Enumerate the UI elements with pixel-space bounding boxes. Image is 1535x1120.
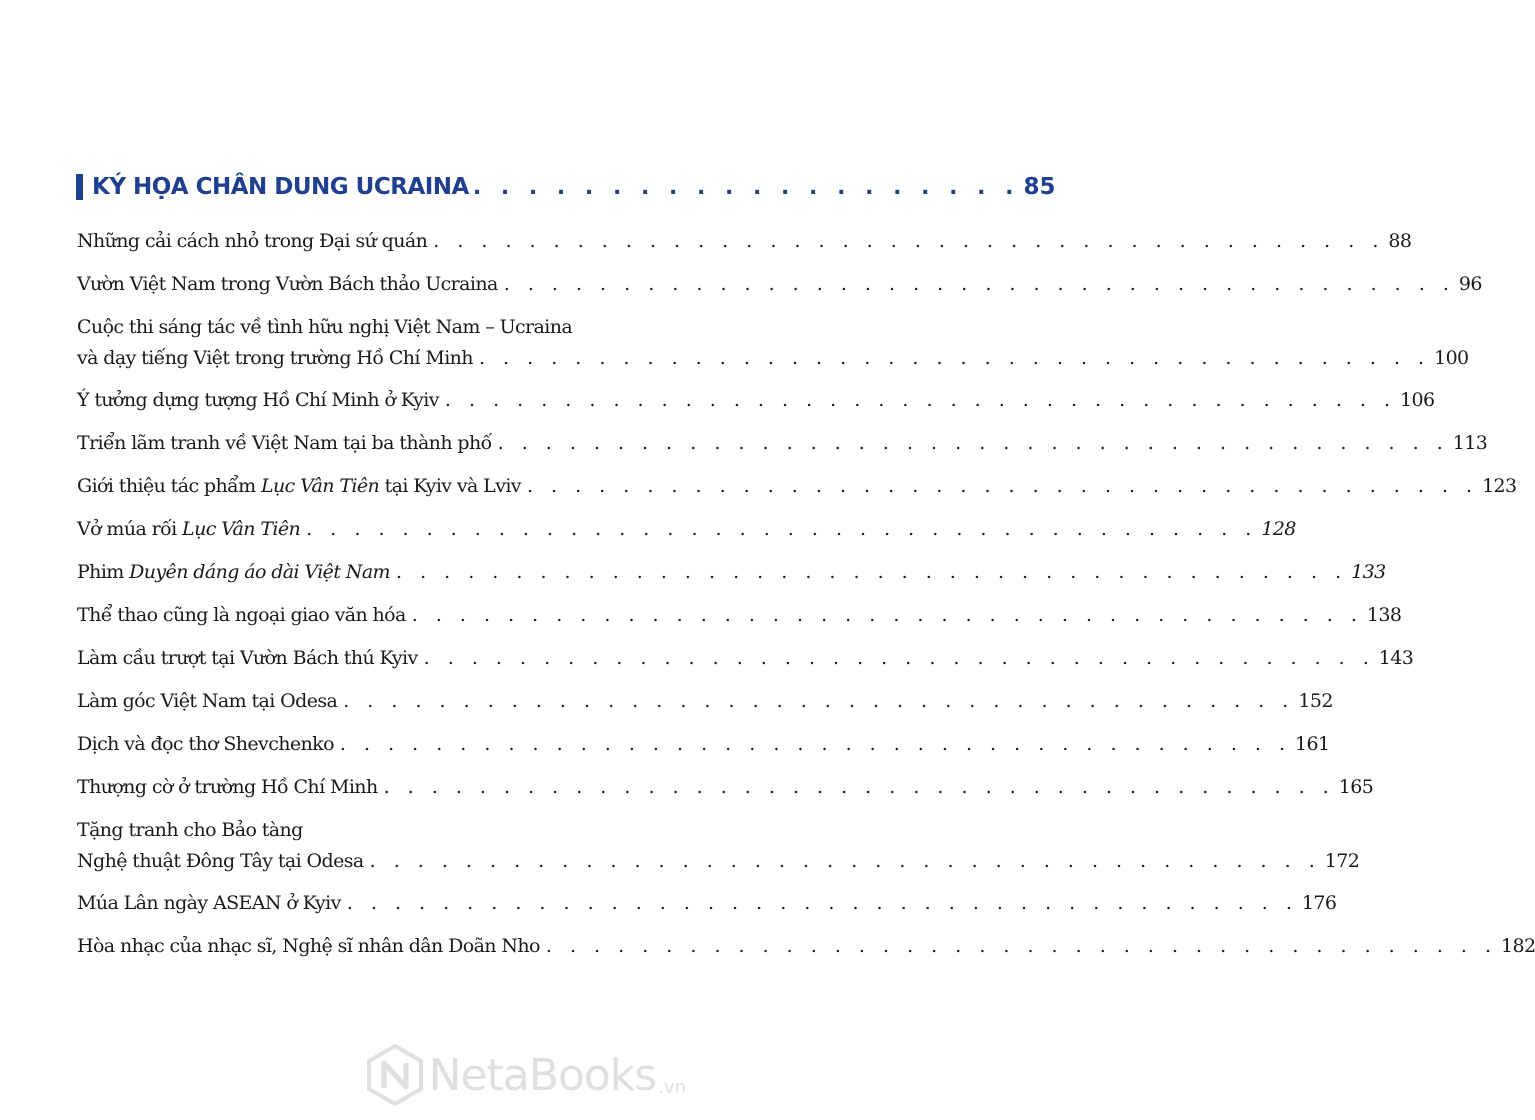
toc-entry-page: 100 — [1434, 347, 1469, 369]
toc-entry-title-line1: Tặng tranh cho Bảo tàng — [77, 819, 303, 841]
toc-entry[interactable] — [77, 728, 1330, 760]
toc-entry-page: 113 — [1452, 432, 1488, 454]
toc-entry-title-pre: Giới thiệu tác phẩm — [77, 475, 262, 497]
dot-leader: . . . . . . . . . . . . . . . . . . . . . . . . . . . . . . . . . . . . . . . . — [423, 647, 1375, 669]
toc-entry-title: Dịch và đọc thơ Shevchenko — [77, 733, 334, 755]
toc-entry-page: 123 — [1482, 475, 1517, 497]
toc-entry-title-italic: Lục Vân Tiên — [182, 518, 301, 540]
toc-entry[interactable] — [77, 556, 1386, 588]
toc-entry-page: 172 — [1324, 850, 1360, 872]
toc-entry-page: 182 — [1501, 935, 1535, 957]
toc-entry[interactable] — [77, 268, 1482, 300]
toc-entry[interactable] — [77, 771, 1374, 803]
toc-entry[interactable] — [77, 470, 1517, 502]
toc-entry[interactable] — [77, 384, 1435, 416]
toc-entry-title: và dạy tiếng Việt trong trường Hồ Chí Minh — [77, 347, 473, 369]
toc-entry[interactable] — [77, 642, 1414, 674]
toc-entry-title-line1: Cuộc thi sáng tác về tình hữu nghị Việt Nam – Ucraina — [77, 316, 573, 338]
watermark-tld: .vn — [658, 1077, 686, 1098]
dot-leader: . . . . . . . . . . . . . . . . . . . . . . . . . . . . . . . . . . . . . . . . — [346, 892, 1298, 914]
dot-leader: . . . . . . . . . . . . . . . . . . . . . . . . . . . . . . . . . . . . . . . . — [545, 935, 1498, 957]
dot-leader: . . . . . . . . . . . . . . . . . . . . . . . . . . . . . . . . . . . . . . . . — [411, 604, 1363, 626]
toc-entry-title-post: tại Kyiv và Lviv — [379, 475, 521, 497]
toc-entry-title — [77, 470, 521, 502]
toc-entry-page: 96 — [1458, 273, 1482, 295]
dot-leader: . . . . . . . . . . . . . . . . . . . . . . . . . . . . . . . . . . . . . . . . — [343, 690, 1295, 712]
toc-entry[interactable] — [77, 225, 1412, 257]
toc-entry-page: 161 — [1295, 733, 1330, 755]
dot-leader: . . . . . . . . . . . . . . . . . . . . . . . . . . . . . . . . . . . . . . . . — [395, 561, 1348, 583]
toc-entry[interactable] — [77, 599, 1402, 631]
toc-entry-title-pre: Vở múa rối — [77, 518, 183, 540]
section-dot-leader: . . . . . . . . . . . . . . . . . . . . — [472, 174, 1020, 200]
toc-entry-page: 138 — [1366, 604, 1402, 626]
toc-entry[interactable] — [77, 427, 1488, 459]
toc-entry-page: 106 — [1400, 389, 1435, 411]
section-marker-bar — [76, 174, 83, 200]
toc-entry-page: 128 — [1261, 518, 1296, 540]
dot-leader: . . . . . . . . . . . . . . . . . . . . . . . . . . . . . . . . . . . . . . . . — [306, 518, 1258, 540]
toc-entry-title — [77, 513, 300, 545]
toc-entry-title-italic: Duyên dáng áo dài Việt Nam — [129, 561, 390, 583]
toc-entry-title: Thượng cờ ở trường Hồ Chí Minh — [77, 776, 378, 798]
dot-leader: . . . . . . . . . . . . . . . . . . . . . . . . . . . . . . . . . . . . . . . . — [433, 230, 1385, 252]
toc-entry-title: Làm cầu trượt tại Vườn Bách thú Kyiv — [77, 647, 418, 669]
dot-leader: . . . . . . . . . . . . . . . . . . . . . . . . . . . . . . . . . . . . . . . . — [503, 273, 1455, 295]
dot-leader: . . . . . . . . . . . . . . . . . . . . . . . . . . . . . . . . . . . . . . . . — [369, 850, 1321, 872]
toc-entry-title: Thể thao cũng là ngoại giao văn hóa — [77, 604, 406, 626]
toc-entry-page: 176 — [1301, 892, 1337, 914]
toc-entry-title: Làm góc Việt Nam tại Odesa — [77, 690, 338, 712]
toc-entry-page: 133 — [1351, 561, 1386, 583]
dot-leader: . . . . . . . . . . . . . . . . . . . . . . . . . . . . . . . . . . . . . . . . — [497, 432, 1449, 454]
section-title: KÝ HỌA CHÂN DUNG UCRAINA — [92, 174, 469, 200]
toc-entry-title-pre: Phim — [77, 561, 130, 583]
toc-entry-title: Múa Lân ngày ASEAN ở Kyiv — [77, 892, 341, 914]
toc-entry-page: 88 — [1388, 230, 1412, 252]
watermark-brand: NetaBooks — [428, 1049, 657, 1101]
toc-entry-title-italic: Lục Vân Tiên — [261, 475, 380, 497]
toc-entry-title — [77, 556, 390, 588]
dot-leader: . . . . . . . . . . . . . . . . . . . . . . . . . . . . . . . . . . . . . . . . — [339, 733, 1292, 755]
toc-entry[interactable] — [77, 311, 1469, 374]
dot-leader: . . . . . . . . . . . . . . . . . . . . . . . . . . . . . . . . . . . . . . . . — [383, 776, 1335, 798]
toc-entry-page: 165 — [1338, 776, 1374, 798]
toc-entry-title: Vườn Việt Nam trong Vườn Bách thảo Ucraina — [77, 273, 498, 295]
toc-entry-title: Nghệ thuật Đông Tây tại Odesa — [77, 850, 364, 872]
toc-entry-title: Triển lãm tranh về Việt Nam tại ba thành phố — [77, 432, 492, 454]
toc-entry-title: Hòa nhạc của nhạc sĩ, Nghệ sĩ nhân dân Doãn Nho — [77, 935, 540, 957]
toc-entry[interactable] — [77, 814, 1360, 877]
dot-leader: . . . . . . . . . . . . . . . . . . . . . . . . . . . . . . . . . . . . . . . . — [478, 347, 1431, 369]
toc-entry-page: 152 — [1298, 690, 1333, 712]
toc-entry-page: 143 — [1378, 647, 1414, 669]
toc-entry-title: Những cải cách nhỏ trong Đại sứ quán — [77, 230, 428, 252]
toc-entry[interactable] — [77, 685, 1333, 717]
toc-entry[interactable] — [77, 887, 1337, 919]
section-header — [76, 172, 1056, 202]
netabooks-watermark — [367, 1044, 686, 1106]
toc-entry[interactable] — [77, 513, 1296, 545]
toc-entry[interactable] — [77, 930, 1535, 962]
section-page-number: 85 — [1023, 174, 1056, 200]
dot-leader: . . . . . . . . . . . . . . . . . . . . . . . . . . . . . . . . . . . . . . . . — [444, 389, 1397, 411]
netabooks-logo-icon — [367, 1044, 423, 1106]
dot-leader: . . . . . . . . . . . . . . . . . . . . . . . . . . . . . . . . . . . . . . . . — [526, 475, 1479, 497]
toc-entry-title: Ý tưởng dựng tượng Hồ Chí Minh ở Kyiv — [77, 389, 439, 411]
